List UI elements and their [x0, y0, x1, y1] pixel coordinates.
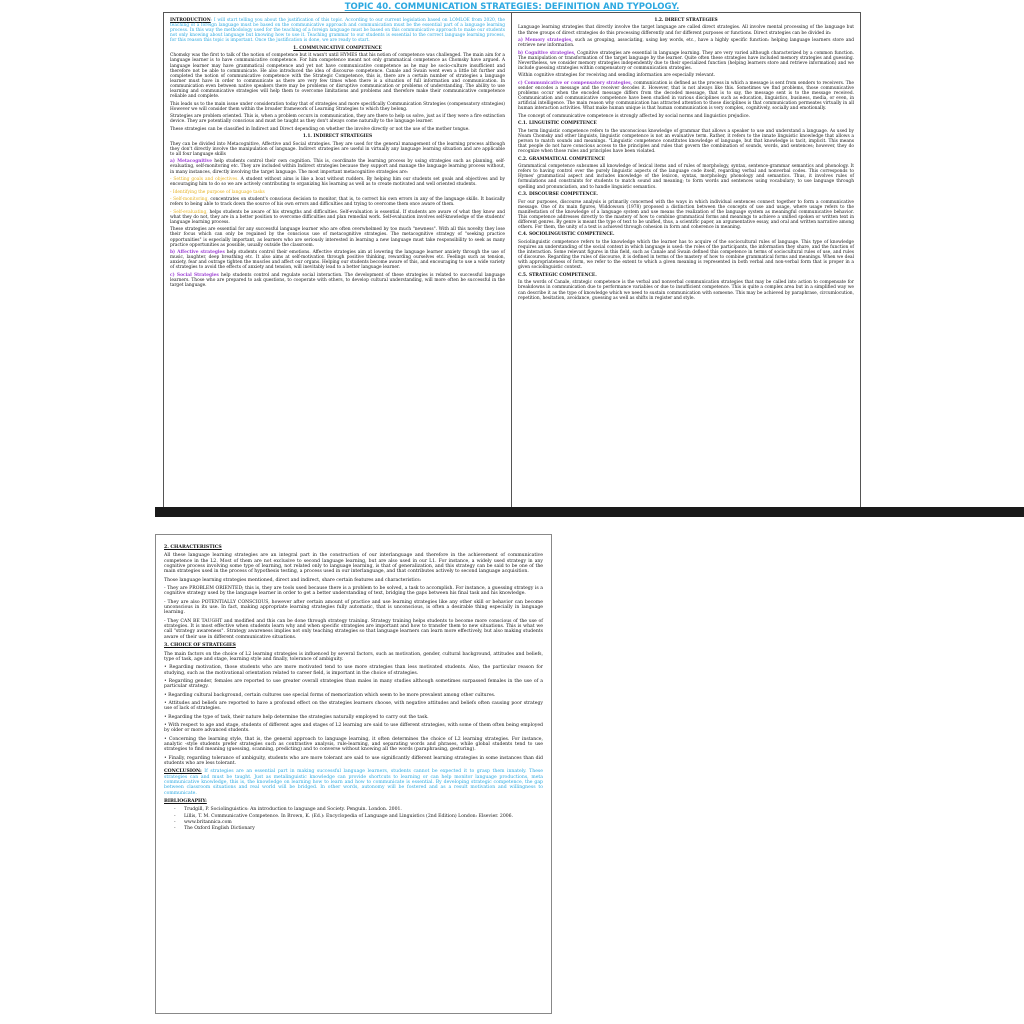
paragraph: - They are also POTENTIALLY CONSCIOUS, however after certain amount of practice and use learning strategies like any other skill or behavior can become unconscious in its use. In fact, making appropriate learning strategies fully automatic, that is unconscious, is often a desirable thing especially in language learning. — [164, 599, 543, 616]
section-heading: 1.1. INDIRECT STRATEGIES — [302, 134, 373, 140]
introduction-paragraph: INTRODUCTION: I will start telling you about the justification of this topic. According to our current legislation based on LOMLOE from 2020, the teaching of a foreign language must be based on the communicative approach and communication must be the essential part of a language learning process. In this way the methodology used for the teaching of a foreign language must be based on this communicative approach to make our students not only knowing about language but knowing how to use it. Teaching grammar to our students is essential to the correct language learning process, for this reason this topic is important. Once the justification is done, we are ready to start. — [170, 18, 505, 44]
document-title: TOPIC 40. COMMUNICATION STRATEGIES: DEFINITION AND TYPOLOGY. — [344, 2, 680, 12]
paragraph: The concept of communicative competence is strongly affected by social norms and linguistics prejudice. — [518, 113, 750, 119]
paragraph: - Self-evaluating, helps students be aware of his strengths and difficulties. Self-evaluation is essential. If students are aware of what they know and what they do not, they are in a better position to overcome difficulties and plan remedial work. Self-evaluation involves self-knowledge of the students' language learning process. — [170, 209, 505, 225]
paragraph: b) Cognitive strategies, Cognitive strategies are essential in language learning. They are very varied although characterized by a common function. The manipulation or transformation of the target language by the learner. Quite often these strategies have included memory strategies and guessing. Nevertheless, we consider memory strategies independently due to their specialized function (helping learners store and retrieve information) and we include guessing strategies within compensatory or communication strategies. — [518, 50, 855, 71]
subsection-heading: C.4. SOCIOLINGUISTIC COMPETENCE. — [518, 232, 615, 238]
paragraph: a) Metacognitive help students control their own cognition. This is, coordinate the learning process by using strategies such as planning, self-evaluating, self-monitoring etc. They are included within Indirect strategies because they support and manage the language learning process without, in many instances, directly involving the target language. The most important metacognitive strategies are: — [170, 159, 505, 175]
paragraph: For our purposes, discourse analysis is primarily concerned with the ways in which individual sentences connect together to form a communicative message. One of its main figures, Widdowson (1978) proposed a distinction between the concepts of use and usage, where usage refers to the manifestation of the knowledge of a language system and use means the realization of the language system as meaningful communicative behavior. This competence addresses directly to the mastery of how to combine grammatical forms and meanings to achieve a unified spoken or written text in different genres. By genre is meant the type of text to be unified, thus, a scientific paper, an argumentative essay, and oral and written narrative among others. For them, the unity of a text is achieved through cohesion in form and coherence in meaning. — [518, 199, 854, 230]
paragraph: - They are PROBLEM ORIENTED; this is, they are tools used because there is a problem to be solved, a task to accomplish. For instance, a guessing strategy is a cognitive strategy used by the language learner in order to get a better understanding of text, bridging the gaps between his final task and his knowledge. — [164, 586, 543, 597]
right-column — [512, 13, 860, 515]
subsection-heading: C.3. DISCOURSE COMPETENCE. — [518, 192, 598, 198]
paragraph: All these language learning strategies are an integral part in the construction of our interlanguage and therefore in the achievement of communicative competence in the L2. Most of them are not exclusive to second language learning, but are also used in our L1. For instance, a widely used strategy in any cognitive process involving some type of learning, not related only to language learning, is that of generalization, and this strategy can be said to be one of the main strategies used in the process of hypothesis testing, a process used in our interlanguage, and that contributes actively to second language acquisition. — [164, 553, 543, 575]
bullet-item: • Regarding cultural background, certain cultures use special forms of memorization which seem to be more prevalent among other cultures. — [164, 692, 496, 698]
paragraph: Grammatical competence subsumes all knowledge of lexical items and of rules of morphology, syntax, sentence-grammar semantics and phonology. It refers to having control over the purely linguistic aspects of the language code itself, regarding verbal and nonverbal codes. This corresponds to Hymes' grammatical aspect and includes knowledge of the lexicon, syntax, morphology, phonology and semantics. Thus, it involves rules of formulations and constraints for students to match sound and meaning; to form words and sentences using vocabulary; to use language through spelling and pronunciation, and to handle linguistic semantics. — [518, 164, 854, 190]
bullet-item: • Concerning the learning style, that is, the general approach to language learning, it often determines the choice of L2 learning strategies. For instance, analytic -style students prefer strategies such as contrastive analysis, rule-learning, and separating words and phrases, while global students tend to use strategies to find meaning (guessing, scanning, predicting) and to converse without knowing all the words (paraphrasing, gesturing). — [164, 736, 543, 753]
paragraph: Language learning strategies that directly involve the target language are called direct strategies. All involve mental processing of the language but the three groups of direct strategies do this processing differently and for different purposes or functions. Direct strategies can be divided in: — [518, 25, 854, 36]
paragraph: Those language learning strategies mentioned, direct and indirect, share certain features and characteristics: — [164, 577, 422, 583]
subsection-heading: C.5. STRATEGIC COMPETENCE. — [518, 272, 597, 278]
subsection-heading: C.1. LINGUISTIC COMPETENCE — [518, 121, 597, 127]
paragraph: c) Communicative or compensatory strategies, communication is defined as the process in which a message is sent from senders to receivers. The sender encodes a message and the receiver decodes it. However, that is not always like this. Sometimes we find problems, those communicative problems occur when the encoded message differs from the decoded message, that is to say, the message sent is to the message received. Communication and communicative competence have been studied in various disciplines such as education, linguistics, business, media, or even, in artificial intelligence. The main reason why communication has attracted attention to those disciplines is that communication permeates virtually in all human interaction activities. What make human unique is that human communication is very complex, cognitively, socially and emotionally. — [518, 80, 854, 112]
paragraph: a) Memory strategies, such as grouping, associating, using key words, etc., have a highly specific function: helping language learners store and retrieve new information. — [518, 38, 854, 49]
page-divider-bar — [155, 507, 1024, 517]
paragraph: - They CAN BE TAUGHT and modified and this can be done through strategy training. Strategy training helps students to become more conscious of the use of strategies. It is most effective when students learn why and when specific strategies are important and how to transfer them to new situations. This is what we call "strategy awareness". Strategy awareness implies not only teaching strategies so that language learners can learn more effectively, but also making students aware of their use in different communicative situations. — [164, 618, 543, 640]
paragraph: Sociolinguistic competence refers to the knowledge which the learner has to acquire of the sociocultural rules of language. This type of knowledge requires an understanding of the social context in which language is used: the roles of the participants, the information they share, and the function of the interaction. Some relevant figures in this field, such as Canale and Swain defined this competence in terms of sociocultural rules of use, and rules of discourse. Regarding the rules of discourse, it is defined in terms of the mastery of how to combine grammatical forms and meanings. When we deal with appropriateness of form, we refer to the extent to which a given meaning is represented in both verbal and non-verbal form that is proper in a given sociolinguistic context. — [518, 239, 854, 271]
bullet-item: • Regarding the type of task, their nature help determine the strategies naturally employed to carry out the task. — [164, 714, 429, 720]
paragraph: b) Affective strategies help students control their emotions. Affective strategies aim at lowering the language learner anxiety through the use of music, laughter, deep breathing etc. It also aims at self-motivation through positive thinking, rewarding ourselves etc. Feelings such as tension, anxiety, fear and outrage tighten the muscles and affect our organs. Helping our students become aware of this, and encouraging to use a wide variety of strategies to avoid the effects of anxiety and tension, will inevitably lead to a better language learner. — [170, 250, 505, 271]
paragraph: The main factors on the choice of L2 learning strategies is influenced by several factors, such as motivation, gender, cultural background, attitudes and beliefs, type of task, age and stage, learning style and finally, tolerance of ambiguity. — [164, 651, 543, 662]
bullet-item: • With respect to age and stage, students of different ages and stages of L2 learning are said to use different strategies, with some of them often being employed by older or more advanced students. — [164, 722, 543, 734]
paragraph: - Self-monitoring, concentrates on student's conscious decision to monitor, that is, to correct his own errors in any of the language skills. It basically refers to being able to track down the source of his own errors and difficulties and trying to overcome them once aware of them. — [170, 197, 505, 208]
bibliography-list — [174, 807, 543, 831]
subsection-heading: C.2. GRAMMATICAL COMPETENCE — [518, 156, 605, 162]
conclusion-paragraph: CONCLUSION: If strategies are an essential part in making successful language learners, students cannot be expected it to grasp them innately. These strategies can and must be taught. Just as metalinguistic knowledge can provide shortcuts to learning or can help monitor language productions, meta communicative knowledge, this is, the knowledge on learning how to learn and how to communicate is essential. By developing strategic competence, the gap between classroom situations and real world will be bridged. In other words, autonomy will be fostered and as a result motivation and willingness to communicate. — [164, 769, 543, 796]
paragraph: Chomsky was the first to talk of the notion of competence but it wasn't until HYMES that his notion of competence was challenged. The main aim for a language learner is to have communicative competence. For him competence meant not only grammatical competence as Chomsky have argued. A language learner may have grammatical competence and yet not have communicative competence as he may be socio-culture insufficient and therefore not be able to communicate. He also introduced the idea of discourse competence. Canale and Swain went even a little bit further and completed the notion of communicative competence with the Strategic Competence, this is, there are a certain number of strategies a language learner must have in order to communicate as there are very few times when there is a situation of full information and communication. In communication even between native speakers there may be problems or disruptive communication or problems of understanding. The ability to use learning and communicative strategies will help them to overcome limitations and problems and therefore make their communicative competence reliable and complete. — [170, 53, 505, 100]
bullet-item: • Regarding gender, females are reported to use greater overall strategies than males in many studies although sometimes surpassed females in the use of a particular strategy. — [164, 678, 543, 690]
paragraph: These strategies are essential for any successful language learner who are often overwhelmed by too much "newness". With all this novelty they lose their focus which can only be regained by the conscious use of metacognitive strategies. The metacognitive strategy of "seeking practice opportunities" is especially important, as learners who are seriously interested in learning a new language must take responsibility to seek as many practice opportunities as possible, usually outside the classroom. — [170, 227, 505, 248]
bibliography-item: - Lillis, T. M. Communicative Competence. In Brown, K. (Ed.): Encyclopedia of Language and Linguistics (2nd Edition) London: Elsevier. 2006. — [174, 814, 543, 819]
paragraph: They can be divided into Metacognitive, Affective and Social strategies. They are used for the general management of the learning process although they don't directly involve the manipulation of language. Indirect strategies are useful in virtually any language learning situation and are applicable to all four language skills — [170, 141, 505, 157]
bibliography-item: - The Oxford English Dictionary — [174, 826, 543, 831]
section-heading: 2. CHARACTERISTICS — [164, 545, 222, 550]
paragraph: These strategies can be classified in Indirect and Direct depending on whether the involve directly or not the use of the mother tongue. — [170, 126, 470, 132]
paragraph: Strategies are problem oriented. This is, when a problem occurs in communication, they are there to help us solve, just as if they were a fire extinction device. They are potentially conscious and must be taught as they don't always come naturally to the language learner. — [170, 114, 505, 125]
page-one — [163, 12, 861, 516]
bibliography-heading: BIBLIOGRAPHY: — [164, 799, 207, 805]
paragraph: This leads us to the main issue under consideration today that of strategies and more specifically Communication Strategies (compensatory strategies) However we will consider them within the broader framework of Learning Strategies to which they belong. — [170, 101, 505, 112]
paragraph: The term linguistic competence refers to the unconscious knowledge of grammar that allows a speaker to use and understand a language. As used by Noam Chomsky and other linguists, linguistic competence is not an evaluative term. Rather, it refers to the innate linguistic knowledge that allows a person to match sounds and meanings. "Linguistic competence constitutes knowledge of language, but that knowledge is tacit, implicit. This means that people do not have conscious access to the principles and rules that govern the combination of sounds, words, and sentences; however, they do recognize when those rules and principles have been violated. — [518, 128, 854, 155]
bibliography-item: - www.britannica.com — [174, 820, 543, 825]
left-column — [164, 13, 512, 515]
section-heading: 1. COMMUNICATIVE COMPETENCE — [293, 45, 382, 51]
section-heading: 3. CHOICE OF STRATEGIES — [164, 643, 236, 649]
bullet-item: • Regarding motivation, those students who are more motivated tend to use more strategies than less motivated students. Also, the particular reason for studying, such as the motivational orientation related to career field, is important in the choice of strategies. — [164, 665, 543, 676]
section-heading: 1.2. DIRECT STRATEGIES — [654, 18, 718, 23]
paragraph: - Identifying the purpose of language tasks — [170, 189, 265, 195]
page-two — [155, 534, 552, 1014]
paragraph: In the words of Canale, strategic competence is the verbal and nonverbal communication strategies that may be called into action to compensate for breakdowns in communication due to performance variables or due to insufficient competence. This is quite a complex area but in a simplified way we can describe it as the type of knowledge which we need to sustain communication with someone. This may be achieved by paraphrase, circumlocution, repetition, hesitation, avoidance, guessing as well as shifts in register and style. — [518, 280, 854, 301]
paragraph: Within cognitive strategies for receiving and sending information are especially relevant. — [518, 73, 716, 79]
paragraph: - Setting goals and objectives. A student without aims is like a boat without rudders. By helping him our students set goals and objectives and by encouraging him to do so we are actively contributing to organizing his learning as well as to create motivated and well oriented students. — [170, 177, 505, 188]
bullet-item: • Attitudes and beliefs are reported to have a profound effect on the strategies learners choose, with negative attitudes and beliefs often causing poor strategy use of lack of strategies. — [164, 700, 543, 712]
bullet-item: • Finally, regarding tolerance of ambiguity, students who are more tolerant are said to use significantly different learning strategies in some instances than did students who are less tolerant. — [164, 755, 543, 766]
bibliography-item: - Trudgill, P. Sociolinguistics: An introduction to language and Society. Penguin. London. 2001. — [174, 807, 543, 812]
paragraph: c) Social Strategies help students control and regulate social interaction. The development of these strategies is related to successful language learners. Those who are prepared to ask questions, to cooperate with others, to develop cultural understanding, will more often be successful in the target language. — [170, 272, 505, 289]
